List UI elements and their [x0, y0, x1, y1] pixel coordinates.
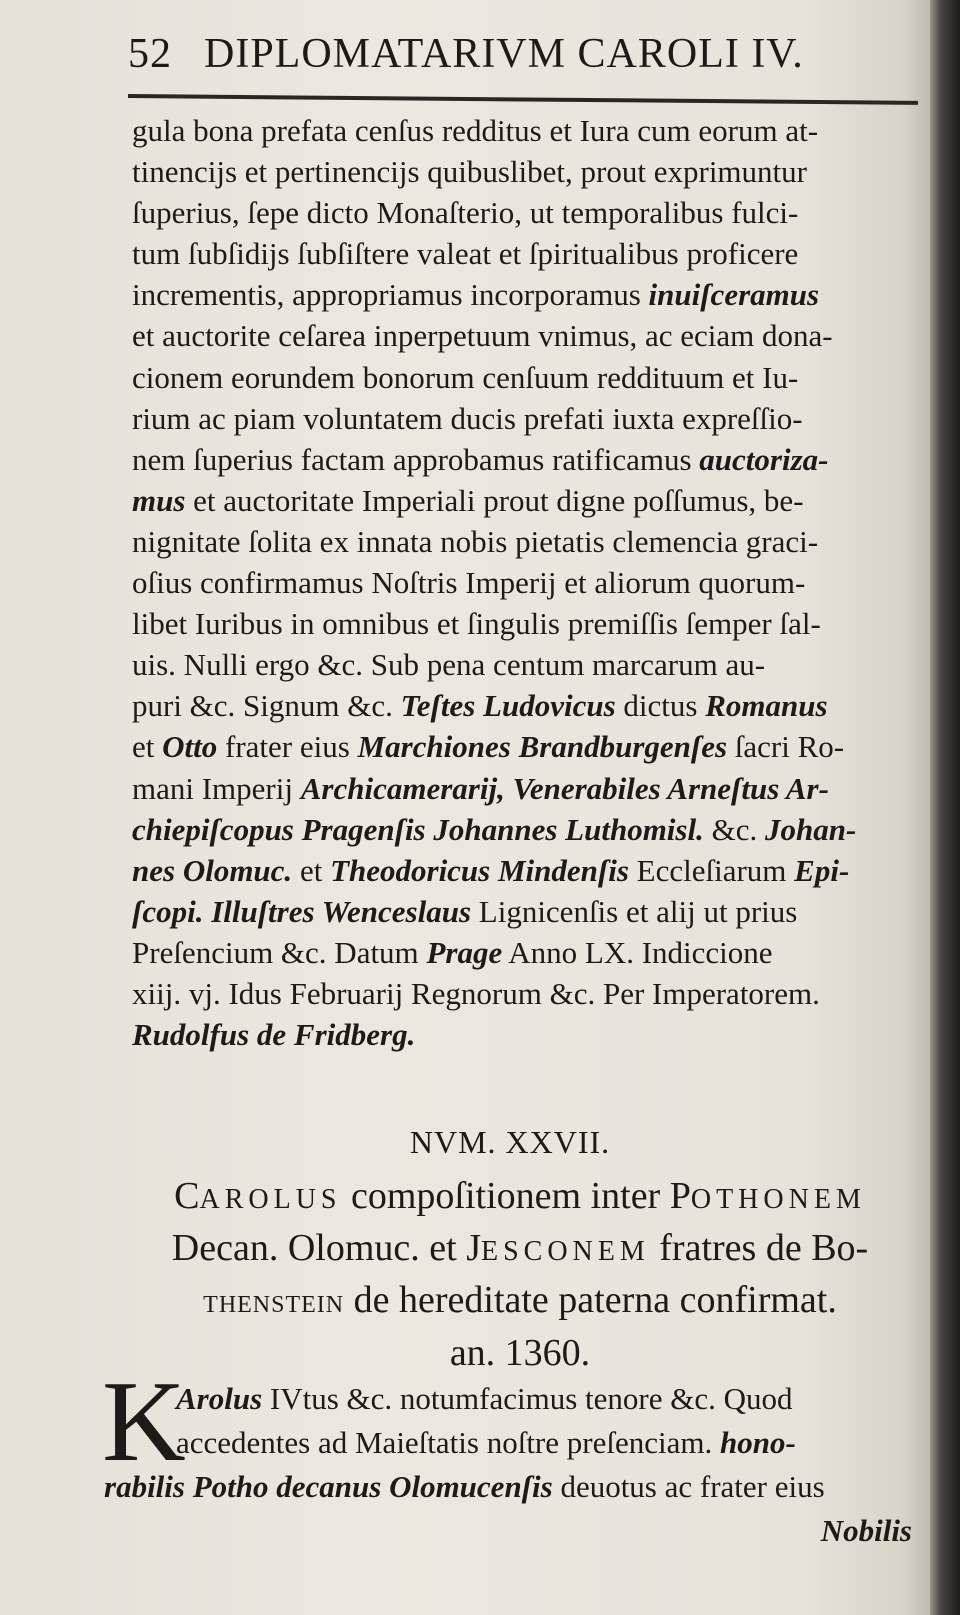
text-segment: Anno LX. Indiccione	[502, 934, 773, 970]
text-segment: et auctoritate Imperiali prout digne poſſumus, be-	[185, 482, 804, 518]
italic-segment: Teſtes Ludovicus	[400, 688, 616, 724]
text-line	[132, 850, 922, 891]
text-segment: uis. Nulli ergo &c. Sub pena centum marcarum au-	[132, 647, 766, 683]
text-segment: accedentes ad Maieſtatis noſtre preſenciam.	[176, 1425, 720, 1460]
italic-segment: chiepiſcopus Pragenſis Johannes Luthomisl.	[132, 811, 704, 847]
text-segment: ſacri Ro-	[727, 729, 845, 765]
text-segment: rium ac piam voluntatem ducis prefati iuxta expreſſio-	[132, 400, 803, 436]
summary-line: THENSTEIN de hereditate paterna confirmat.	[203, 1279, 837, 1321]
text-line	[104, 1509, 934, 1553]
text-line	[132, 973, 922, 1014]
text-segment: incrementis, appropriamus incorporamus	[132, 277, 649, 313]
charter-opening-text	[104, 1377, 934, 1553]
italic-segment: rabilis Potho decanus Olomucenſis	[104, 1469, 553, 1504]
text-segment: ſuperius, ſepe dicto Monaſterio, ut temporalibus fulci-	[132, 195, 799, 231]
text-segment: et auctorite ceſarea inperpetuum vnimus, ac eciam dona-	[132, 318, 833, 354]
italic-segment: Theodoricus Mindenſis	[330, 852, 629, 888]
document-summary	[100, 1172, 940, 1377]
italic-segment: ſcopi. Illuſtres Wenceslaus	[132, 893, 472, 929]
text-segment: et	[132, 729, 163, 765]
italic-segment: Prage	[426, 934, 503, 970]
text-line	[132, 685, 922, 726]
text-segment: frater eius	[217, 729, 358, 765]
text-segment: tinencijs et pertinencijs quibuslibet, prout exprimuntur	[132, 154, 807, 190]
text-line	[132, 562, 922, 603]
italic-segment: Arolus	[176, 1381, 263, 1416]
text-line	[132, 891, 922, 932]
text-segment: xiij. vj. Idus Februarij Regnorum &c. Per Imperatorem.	[132, 975, 820, 1011]
text-segment: dictus	[615, 688, 706, 724]
text-line	[132, 233, 922, 274]
italic-segment: auctoriza-	[699, 441, 829, 477]
italic-segment: mus	[132, 482, 186, 518]
text-line	[132, 726, 922, 767]
italic-segment: hono-	[719, 1425, 796, 1460]
text-line	[132, 274, 922, 315]
text-line	[132, 439, 922, 480]
text-segment: puri &c. Signum &c.	[132, 688, 401, 724]
text-line	[104, 1421, 934, 1465]
text-segment: Eccleſiarum	[628, 852, 795, 888]
italic-segment: Johan-	[764, 811, 857, 847]
text-segment: oſius confirmamus Noſtris Imperij et aliorum quorum-	[132, 565, 806, 601]
text-line	[132, 398, 922, 439]
italic-segment: Marchiones Brandburgenſes	[357, 729, 728, 765]
text-line	[132, 932, 922, 973]
drop-cap: K	[102, 1358, 186, 1486]
charter-text	[132, 110, 922, 1055]
text-line	[132, 151, 922, 192]
italic-segment: nes Olomuc.	[132, 852, 293, 888]
summary-line: CAROLUS compoſitionem inter POTHONEM	[174, 1175, 866, 1217]
text-line	[104, 1465, 934, 1509]
italic-segment: Romanus	[705, 688, 828, 724]
text-line	[132, 603, 922, 644]
text-segment: tum ſubſidijs ſubſiſtere valeat et ſpiritualibus proficere	[132, 236, 799, 272]
summary-line: Decan. Olomuc. et JESCONEM fratres de Bo-	[171, 1227, 869, 1269]
italic-segment: Otto	[162, 729, 218, 765]
page-number: 52	[128, 31, 172, 77]
text-segment: nignitate ſolita ex innata nobis pietatis clemencia graci-	[132, 523, 819, 559]
text-line	[132, 768, 922, 809]
italic-segment: inuiſceramus	[648, 277, 820, 313]
text-line	[132, 521, 922, 562]
section-number: NVM. XXVII.	[409, 1124, 611, 1160]
text-segment: IVtus &c. notumfacimus tenore &c. Quod	[262, 1381, 793, 1416]
text-segment: nem ſuperius factam approbamus ratificamus	[132, 441, 700, 477]
page-header	[128, 30, 918, 80]
text-segment: &c.	[703, 811, 765, 847]
text-line	[132, 315, 922, 356]
summary-date: an. 1360.	[449, 1332, 591, 1374]
text-line	[132, 1014, 922, 1055]
text-segment: et	[292, 852, 331, 888]
text-segment: gula bona prefata cenſus redditus et Iura cum eorum at-	[132, 113, 819, 148]
italic-segment: Epi-	[794, 852, 850, 888]
text-segment: mani Imperij	[132, 770, 301, 806]
text-segment: cionem eorundem bonorum cenſuum reddituum et Iu-	[132, 359, 799, 395]
text-segment: Lignicenſis et alij ut prius	[471, 893, 798, 929]
text-line	[132, 357, 922, 398]
text-line	[132, 644, 922, 685]
text-line	[132, 110, 922, 151]
text-line	[132, 809, 922, 850]
text-segment: deuotus ac frater eius	[552, 1469, 825, 1504]
text-line	[104, 1377, 934, 1421]
italic-segment: Archicamerarij, Venerabiles Arneſtus Ar-	[300, 770, 829, 806]
running-title: DIPLOMATARIVM CAROLI IV.	[204, 31, 804, 77]
text-segment: libet Iuribus in omnibus et ſingulis premiſſis ſemper ſal-	[132, 606, 821, 642]
text-line	[132, 192, 922, 233]
italic-segment: Rudolfus de Fridberg.	[132, 1017, 416, 1053]
text-segment: Preſencium &c. Datum	[132, 934, 427, 970]
text-line	[132, 480, 922, 521]
italic-segment: Nobilis	[820, 1513, 912, 1548]
